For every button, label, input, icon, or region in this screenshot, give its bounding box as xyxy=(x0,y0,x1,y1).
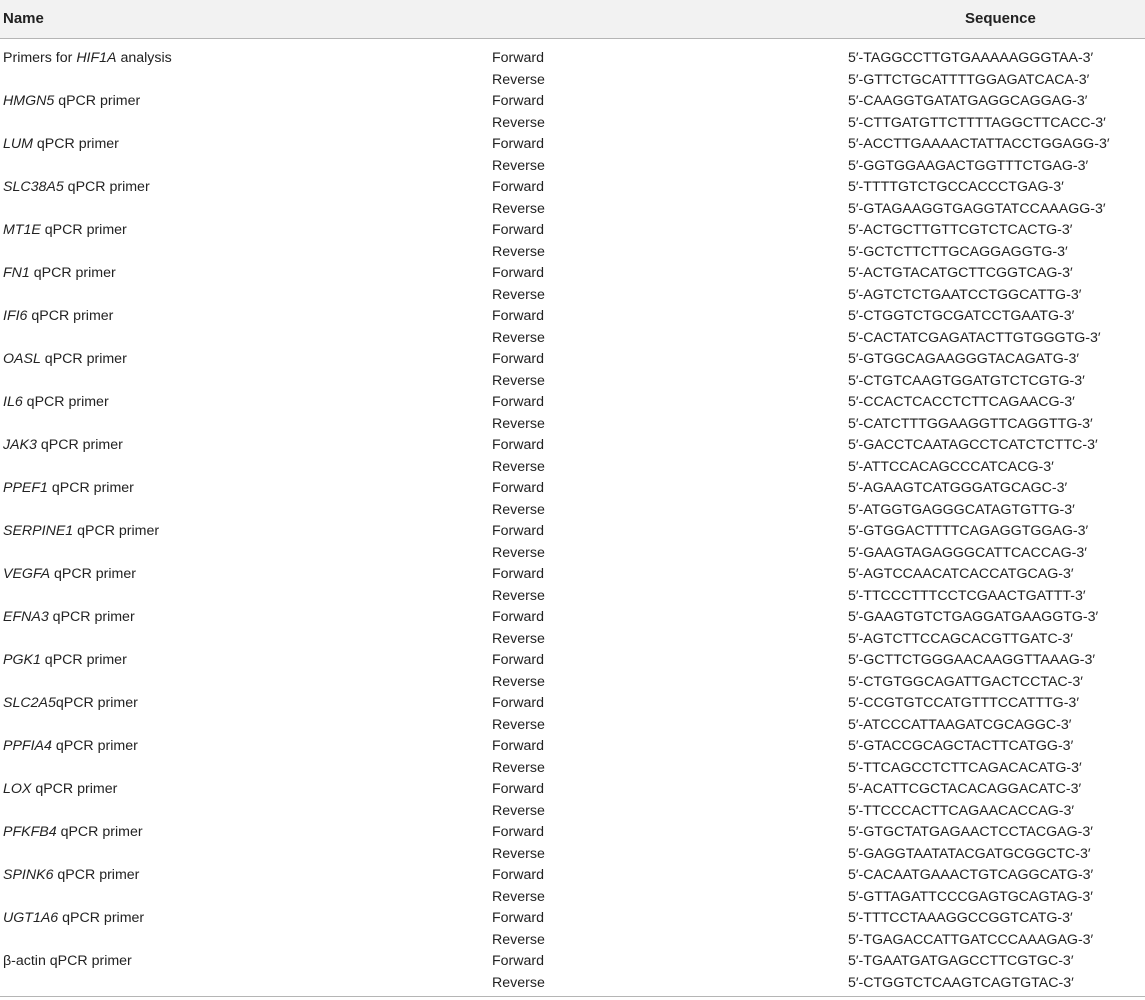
primer-name xyxy=(3,693,138,715)
primer-name xyxy=(3,392,109,414)
gene-symbol: SERPINE1 xyxy=(3,523,74,539)
primer-sequence: 5′-CTGGTCTCAAGTCAGTGTAC-3′ xyxy=(848,974,1074,991)
primer-direction: Reverse xyxy=(492,157,545,174)
primer-direction: Reverse xyxy=(492,630,545,647)
primer-name-suffix: qPCR primer xyxy=(73,523,160,539)
primer-direction: Forward xyxy=(492,179,545,195)
table-row xyxy=(0,242,1145,264)
table-row xyxy=(0,908,1145,930)
table-row xyxy=(0,693,1145,715)
primer-name xyxy=(3,736,138,758)
primer-sequence: 5′-GTGGACTTTTCAGAGGTGGAG-3′ xyxy=(848,523,1089,539)
primer-sequence: 5′-GCTTCTGGGAACAAGGTTAAAG-3′ xyxy=(848,652,1096,668)
primer-name-suffix: qPCR primer xyxy=(29,265,116,281)
primer-sequence: 5′-TTTTGTCTGCCACCCTGAG-3′ xyxy=(848,179,1064,195)
primer-sequence: 5′-AGAAGTCATGGGATGCAGC-3′ xyxy=(848,480,1068,496)
primer-name xyxy=(3,91,140,113)
gene-symbol: LUM xyxy=(3,136,33,152)
primer-sequence: 5′-GTGCTATGAGAACTCCTACGAG-3′ xyxy=(848,824,1093,840)
gene-symbol: IFI6 xyxy=(3,308,28,324)
primer-name-suffix: qPCR primer xyxy=(55,695,138,711)
primer-sequence: 5′-GGTGGAAGACTGGTTTCTGAG-3′ xyxy=(848,157,1089,174)
gene-symbol: VEGFA xyxy=(3,566,51,582)
gene-symbol: PGK1 xyxy=(3,652,41,668)
primer-name-suffix: qPCR primer xyxy=(40,351,127,367)
primer-sequence: 5′-TTCCCTTTCCTCGAACTGATTT-3′ xyxy=(848,587,1086,604)
primer-name xyxy=(3,263,116,285)
table-row xyxy=(0,758,1145,780)
primer-direction: Forward xyxy=(492,222,545,238)
primer-direction: Forward xyxy=(492,523,545,539)
primer-sequence: 5′-GAAGTGTCTGAGGATGAAGGTG-3′ xyxy=(848,609,1099,625)
table-row xyxy=(0,220,1145,242)
gene-symbol: SPINK6 xyxy=(3,867,54,883)
primer-direction: Reverse xyxy=(492,716,545,733)
primer-name xyxy=(3,48,172,70)
primer-sequence: 5′-TGAATGATGAGCCTTCGTGC-3′ xyxy=(848,953,1074,969)
primer-name xyxy=(3,564,136,586)
primer-sequence: 5′-CTGTCAAGTGGATGTCTCGTG-3′ xyxy=(848,372,1085,389)
primer-direction: Forward xyxy=(492,609,545,625)
primer-name-suffix: qPCR primer xyxy=(56,824,143,840)
primer-direction: Reverse xyxy=(492,458,545,475)
table-row xyxy=(0,328,1145,350)
primer-name-suffix: analysis xyxy=(116,50,172,66)
table-row xyxy=(0,973,1145,995)
primer-sequence: 5′-ACTGTACATGCTTCGGTCAG-3′ xyxy=(848,265,1073,281)
primer-sequence: 5′-AGTCTTCCAGCACGTTGATC-3′ xyxy=(848,630,1073,647)
primer-name xyxy=(3,822,143,844)
primer-name-suffix: qPCR primer xyxy=(32,136,119,152)
table-row xyxy=(0,414,1145,436)
primer-name xyxy=(3,521,159,543)
gene-symbol: JAK3 xyxy=(3,437,37,453)
primer-name xyxy=(3,134,119,156)
primer-sequence: 5′-ACATTCGCTACACAGGACATC-3′ xyxy=(848,781,1082,797)
primer-name xyxy=(3,607,135,629)
bottom-rule xyxy=(0,996,1145,997)
primer-sequence: 5′-GAAGTAGAGGGCATTCACCAG-3′ xyxy=(848,544,1087,561)
primer-direction: Forward xyxy=(492,437,545,453)
table-row xyxy=(0,650,1145,672)
primer-direction: Reverse xyxy=(492,329,545,346)
table-row xyxy=(0,113,1145,135)
primer-direction: Reverse xyxy=(492,931,545,948)
primer-direction: Forward xyxy=(492,953,545,969)
primer-sequence: 5′-CCACTCACCTCTTCAGAACG-3′ xyxy=(848,394,1075,410)
primer-sequence: 5′-GTTCTGCATTTTGGAGATCACA-3′ xyxy=(848,71,1090,88)
primer-name-suffix: qPCR primer xyxy=(31,781,118,797)
primer-name xyxy=(3,306,113,328)
table-body xyxy=(0,39,1145,994)
gene-symbol: PFKFB4 xyxy=(3,824,57,840)
primer-direction: Reverse xyxy=(492,845,545,862)
primer-name xyxy=(3,951,132,973)
primer-name xyxy=(3,177,150,199)
primer-sequence: 5′-CTGGTCTGCGATCCTGAATG-3′ xyxy=(848,308,1075,324)
primer-name-suffix: qPCR primer xyxy=(27,308,114,324)
primer-sequence: 5′-GTACCGCAGCTACTTCATGG-3′ xyxy=(848,738,1074,754)
gene-symbol: SLC38A5 xyxy=(3,179,64,195)
header-name: Name xyxy=(3,10,44,27)
table-row xyxy=(0,715,1145,737)
table-row xyxy=(0,70,1145,92)
primer-name-suffix: qPCR primer xyxy=(63,179,150,195)
primer-direction: Reverse xyxy=(492,544,545,561)
table-row xyxy=(0,887,1145,909)
primer-direction: Reverse xyxy=(492,415,545,432)
primer-sequence: 5′-TGAGACCATTGATCCCAAAGAG-3′ xyxy=(848,931,1094,948)
primer-name-suffix: qPCR primer xyxy=(50,566,136,582)
primer-direction: Reverse xyxy=(492,286,545,303)
table-row xyxy=(0,930,1145,952)
gene-symbol: HMGN5 xyxy=(3,93,55,109)
primer-name-suffix: qPCR primer xyxy=(40,222,127,238)
gene-symbol: IL6 xyxy=(3,394,23,410)
primer-sequence: 5′-AGTCCAACATCACCATGCAG-3′ xyxy=(848,566,1074,582)
primer-direction: Reverse xyxy=(492,759,545,776)
primer-sequence: 5′-GTGGCAGAAGGGTACAGATG-3′ xyxy=(848,351,1080,367)
primer-direction: Forward xyxy=(492,136,545,152)
primer-direction: Forward xyxy=(492,93,545,109)
gene-symbol: UGT1A6 xyxy=(3,910,59,926)
primer-sequence: 5′-ATGGTGAGGGCATAGTGTTG-3′ xyxy=(848,501,1075,518)
primer-sequence: 5′-ACCTTGAAAACTATTACCTGGAGG-3′ xyxy=(848,136,1110,152)
primer-sequence: 5′-CACTATCGAGATACTTGTGGGTG-3′ xyxy=(848,329,1101,346)
gene-symbol: FN1 xyxy=(3,265,30,281)
primer-name-prefix: β-actin qPCR primer xyxy=(3,953,132,969)
primer-sequence: 5′-CTGTGGCAGATTGACTCCTAC-3′ xyxy=(848,673,1083,690)
primer-sequence: 5′-TTTCCTAAAGGCCGGTCATG-3′ xyxy=(848,910,1073,926)
primer-direction: Forward xyxy=(492,824,545,840)
primer-direction: Forward xyxy=(492,351,545,367)
gene-symbol: LOX xyxy=(3,781,32,797)
primer-sequence: 5′-CATCTTTGGAAGGTTCAGGTTG-3′ xyxy=(848,415,1093,432)
primer-direction: Reverse xyxy=(492,888,545,905)
table-row xyxy=(0,199,1145,221)
primer-sequence: 5′-ATTCCACAGCCCATCACG-3′ xyxy=(848,458,1054,475)
primer-direction: Forward xyxy=(492,480,545,496)
header-sequence: Sequence xyxy=(965,10,1036,27)
primer-sequence: 5′-ATCCCATTAAGATCGCAGGC-3′ xyxy=(848,716,1072,733)
primer-direction: Reverse xyxy=(492,501,545,518)
gene-symbol: HIF1A xyxy=(76,50,117,66)
table-row xyxy=(0,177,1145,199)
primer-sequence: 5′-TAGGCCTTGTGAAAAAGGGTAA-3′ xyxy=(848,50,1094,66)
primer-sequence: 5′-GCTCTTCTTGCAGGAGGTG-3′ xyxy=(848,243,1068,260)
table-row xyxy=(0,134,1145,156)
primer-name-suffix: qPCR primer xyxy=(40,652,127,668)
primer-sequence: 5′-GTAGAAGGTGAGGTATCCAAAGG-3′ xyxy=(848,200,1106,217)
primer-name-suffix: qPCR primer xyxy=(48,609,135,625)
primer-name xyxy=(3,478,134,500)
table-row xyxy=(0,392,1145,414)
table-row xyxy=(0,285,1145,307)
primer-direction: Forward xyxy=(492,695,545,711)
table-row xyxy=(0,951,1145,973)
table-row xyxy=(0,457,1145,479)
table-row xyxy=(0,263,1145,285)
primer-name xyxy=(3,779,117,801)
table-row xyxy=(0,586,1145,608)
table-row xyxy=(0,349,1145,371)
primer-sequence: 5′-TTCCCACTTCAGAACACCAG-3′ xyxy=(848,802,1075,819)
table-row xyxy=(0,672,1145,694)
primer-direction: Forward xyxy=(492,781,545,797)
table-row xyxy=(0,607,1145,629)
primer-direction: Reverse xyxy=(492,802,545,819)
primer-name-suffix: qPCR primer xyxy=(54,93,141,109)
primer-name xyxy=(3,908,144,930)
table-row xyxy=(0,801,1145,823)
table-row xyxy=(0,844,1145,866)
table-row xyxy=(0,500,1145,522)
table-row xyxy=(0,736,1145,758)
primer-direction: Forward xyxy=(492,738,545,754)
primer-name xyxy=(3,435,123,457)
primer-direction: Forward xyxy=(492,566,545,582)
primer-direction: Forward xyxy=(492,652,545,668)
primer-name-prefix: Primers for xyxy=(3,50,77,66)
primer-name-suffix: qPCR primer xyxy=(22,394,109,410)
primer-name-suffix: qPCR primer xyxy=(53,867,140,883)
primer-sequence: 5′-CCGTGTCCATGTTTCCATTTG-3′ xyxy=(848,695,1079,711)
table-row xyxy=(0,306,1145,328)
primer-sequence: 5′-ACTGCTTGTTCGTCTCACTG-3′ xyxy=(848,222,1073,238)
primer-direction: Reverse xyxy=(492,200,545,217)
table-header xyxy=(0,0,1145,38)
primer-direction: Forward xyxy=(492,394,545,410)
primer-sequence: 5′-GAGGTAATATACGATGCGGCTC-3′ xyxy=(848,845,1091,862)
primer-name-suffix: qPCR primer xyxy=(51,738,138,754)
primer-name-suffix: qPCR primer xyxy=(58,910,145,926)
primer-sequence: 5′-GTTAGATTCCCGAGTGCAGTAG-3′ xyxy=(848,888,1093,905)
primer-direction: Forward xyxy=(492,867,545,883)
primer-direction: Forward xyxy=(492,265,545,281)
primer-sequence: 5′-CACAATGAAACTGTCAGGCATG-3′ xyxy=(848,867,1094,883)
table-row xyxy=(0,371,1145,393)
table-row xyxy=(0,156,1145,178)
primer-name xyxy=(3,349,127,371)
table-row xyxy=(0,543,1145,565)
primer-sequence: 5′-AGTCTCTGAATCCTGGCATTG-3′ xyxy=(848,286,1082,303)
primer-direction: Reverse xyxy=(492,974,545,991)
table-row xyxy=(0,521,1145,543)
primer-direction: Reverse xyxy=(492,372,545,389)
primer-direction: Forward xyxy=(492,308,545,324)
gene-symbol: MT1E xyxy=(3,222,41,238)
primer-direction: Reverse xyxy=(492,114,545,131)
table-row xyxy=(0,48,1145,70)
table-row xyxy=(0,478,1145,500)
primer-direction: Reverse xyxy=(492,673,545,690)
primer-name-suffix: qPCR primer xyxy=(36,437,123,453)
primer-sequence: 5′-CAAGGTGATATGAGGCAGGAG-3′ xyxy=(848,93,1088,109)
primer-name xyxy=(3,650,127,672)
primer-name-suffix: qPCR primer xyxy=(47,480,134,496)
table-row xyxy=(0,629,1145,651)
primer-direction: Reverse xyxy=(492,243,545,260)
gene-symbol: OASL xyxy=(3,351,41,367)
table-row xyxy=(0,822,1145,844)
gene-symbol: EFNA3 xyxy=(3,609,49,625)
gene-symbol: PPFIA4 xyxy=(3,738,52,754)
table-row xyxy=(0,865,1145,887)
primer-sequence: 5′-TTCAGCCTCTTCAGACACATG-3′ xyxy=(848,759,1082,776)
primer-direction: Forward xyxy=(492,910,545,926)
table-row xyxy=(0,564,1145,586)
gene-symbol: PPEF1 xyxy=(3,480,48,496)
primer-direction: Reverse xyxy=(492,71,545,88)
primer-sequence: 5′-CTTGATGTTCTTTTAGGCTTCACC-3′ xyxy=(848,114,1106,131)
primer-direction: Reverse xyxy=(492,587,545,604)
table-row xyxy=(0,779,1145,801)
table-row xyxy=(0,435,1145,457)
gene-symbol: SLC2A5 xyxy=(3,695,56,711)
table-row xyxy=(0,91,1145,113)
primer-sequence: 5′-GACCTCAATAGCCTCATCTCTTC-3′ xyxy=(848,437,1098,453)
primer-name xyxy=(3,865,139,887)
primer-name xyxy=(3,220,127,242)
primer-direction: Forward xyxy=(492,50,545,66)
